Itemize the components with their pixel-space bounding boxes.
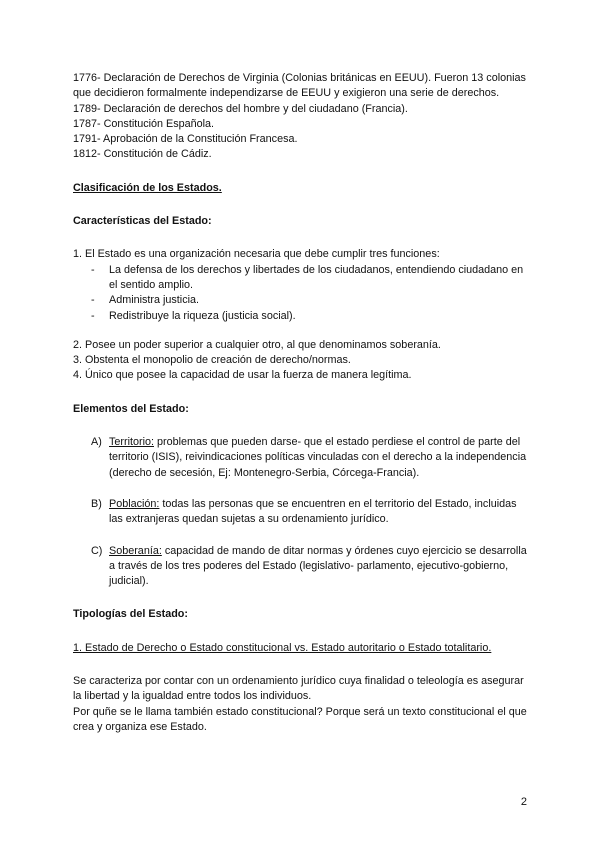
funcion-text: Administra justicia. <box>109 294 200 307</box>
caracteristica-3: 3. Obstenta el monopolio de creación de derecho/normas. <box>73 354 351 367</box>
list-marker: A) <box>91 436 102 449</box>
history-1812: 1812- Constitución de Cádiz. <box>73 148 212 161</box>
history-1776: 1776- Declaración de Derechos de Virginia (Colonias británicas en EEUU). Fueron 13 colonias que decidieron formalmente independizarse de EEUU y exigieron una serie de derechos. <box>73 72 526 100</box>
elemento-soberania <box>73 544 529 590</box>
spacer <box>73 528 529 544</box>
history-1791: 1791- Aprobación de la Constitución Francesa. <box>73 133 298 146</box>
dash-bullet-icon: - <box>91 263 95 276</box>
elemento-term: Población: <box>109 497 160 510</box>
dash-bullet-icon: - <box>91 309 95 322</box>
funcion-item <box>73 309 529 324</box>
tipologia-subheading: 1. Estado de Derecho o Estado constitucional vs. Estado autoritario o Estado totalitario. <box>73 641 492 654</box>
tipologias-heading: Tipologías del Estado: <box>73 608 188 621</box>
dash-bullet-icon: - <box>91 294 95 307</box>
spacer <box>73 163 529 181</box>
spacer <box>73 589 529 607</box>
spacer <box>73 481 529 497</box>
funcion-item <box>73 263 529 294</box>
caracteristica-2: 2. Posee un poder superior a cualquier otro, al que denominamos soberanía. <box>73 338 441 351</box>
elemento-text: todas las personas que se encuentren en el territorio del Estado, incluidas las extranjeras quedan sujetas a su ordenamiento jurídico. <box>109 497 517 526</box>
elemento-poblacion <box>73 497 529 528</box>
spacer <box>73 196 529 214</box>
list-marker: C) <box>91 544 103 557</box>
spacer <box>73 417 529 435</box>
caracteristicas-heading: Características del Estado: <box>73 215 212 228</box>
funcion-text: La defensa de los derechos y libertades de los ciudadanos, entendiendo ciudadano en el sentido amplio. <box>109 263 524 291</box>
elemento-territorio <box>73 435 529 481</box>
tipologia-paragraph-2: Por quñe se le llama también estado constitucional? Porque será un texto constitucional el que crea y organiza ese Estado. <box>73 705 527 733</box>
list-marker: B) <box>91 497 102 510</box>
page-content <box>73 71 529 735</box>
funcion-text: Redistribuye la riqueza (justicia social). <box>109 309 296 322</box>
spacer <box>73 384 529 402</box>
caracteristica-1: 1. El Estado es una organización necesaria que debe cumplir tres funciones: <box>73 248 440 261</box>
spacer <box>73 656 529 674</box>
caracteristica-4: 4. Único que posee la capacidad de usar la fuerza de manera legítima. <box>73 369 412 382</box>
funcion-item <box>73 293 529 308</box>
elemento-term: Soberanía: <box>109 544 162 557</box>
page-number: 2 <box>520 796 527 808</box>
history-1787: 1787- Constitución Española. <box>73 117 215 130</box>
elemento-text: problemas que pueden darse- que el estado perdiese el control de parte del territorio (ISIS), reivindicaciones políticas vinculadas con el derecho a la independencia (derecho de secesión, Ej: Montenegro-Serbia, Córcega-Francia). <box>109 436 527 479</box>
history-1789: 1789- Declaración de derechos del hombre y del ciudadano (Francia). <box>73 102 408 115</box>
spacer <box>73 623 529 641</box>
funciones-list <box>73 263 529 324</box>
elemento-term: Territorio: <box>109 436 154 449</box>
elemento-text: capacidad de mando de ditar normas y órdenes cuyo ejercicio se desarrolla a través de los tres poderes del Estado (legislativo- parlamento, ejecutivo-gobierno, judicial). <box>109 544 527 588</box>
elementos-heading: Elementos del Estado: <box>73 402 189 415</box>
spacer <box>73 324 529 338</box>
tipologia-paragraph-1: Se caracteriza por contar con un ordenamiento jurídico cuya finalidad o teleología es asegurar la libertad y la igualdad entre todos los individuos. <box>73 675 524 703</box>
spacer <box>73 229 529 247</box>
clasificacion-heading: Clasificación de los Estados. <box>73 181 222 194</box>
